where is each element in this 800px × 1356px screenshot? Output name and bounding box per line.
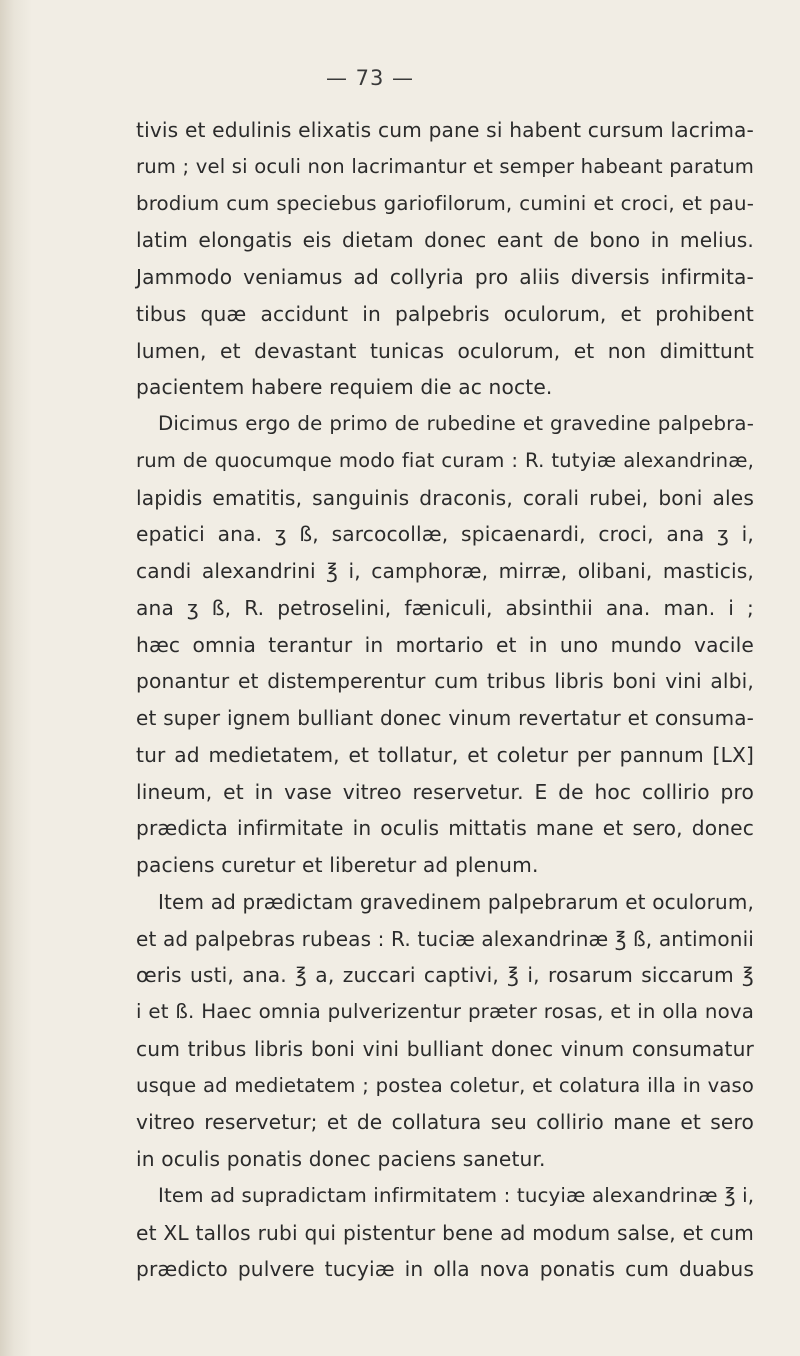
text-line: candi alexandrini ℥ i, camphoræ, mirræ, olibani, masticis, [136,559,754,583]
page-number: — 73 — [325,66,415,90]
text-line: i et ß. Haec omnia pulverizentur præter rosas, et in olla nova [136,1000,754,1023]
text-line: paciens curetur et liberetur ad plenum. [136,853,539,877]
text-line: Item ad supradictam infirmitatem : tucyiæ alexandrinæ ℥ i, [158,1183,755,1207]
text-line: tur ad medietatem, et tollatur, et coletur per pannum [LX] [136,742,754,767]
body-text [136,112,754,1288]
text-line: hæc omnia terantur in mortario et in uno mundo vacile [136,632,754,657]
text-line: Jammodo veniamus ad collyria pro aliis diversis infirmita- [136,265,754,289]
text-line: epatici ana. ʒ ß, sarcocollæ, spicaenardi, croci, ana ʒ i, [136,522,754,547]
text-line: vitreo reservetur; et de collatura seu collirio mane et sero [136,1110,754,1135]
text-line: cum tribus libris boni vini bulliant donec vinum consumatur [136,1036,754,1061]
text-line: lapidis ematitis, sanguinis draconis, corali rubei, boni ales [136,485,754,510]
text-line: lineum, et in vase vitreo reservetur. E de hoc collirio pro [136,779,754,804]
text-line: ana ʒ ß, R. petroselini, fæniculi, absinthii ana. man. i ; [136,595,754,620]
text-line: prædicta infirmitate in oculis mittatis mane et sero, donec [136,816,754,841]
text-line: pacientem habere requiem die ac nocte. [136,375,553,400]
text-line: et super ignem bulliant donec vinum revertatur et consuma- [136,706,754,730]
text-line: usque ad medietatem ; postea coletur, et colatura illa in vaso [136,1073,754,1097]
text-line: Item ad prædictam gravedinem palpebrarum et oculorum, [158,889,754,914]
text-line: in oculis ponatis donec paciens sanetur. [136,1147,546,1171]
text-line: lumen, et devastant tunicas oculorum, et non dimittunt [136,338,754,363]
text-line: œris usti, ana. ℥ a, zuccari captivi, ℥ i, rosarum siccarum ℥ [136,963,754,988]
text-line: tibus quæ accidunt in palpebris oculorum, et prohibent [136,301,754,326]
text-line: tivis et edulinis elixatis cum pane si habent cursum lacrima- [136,118,754,142]
text-line: rum ; vel si oculi non lacrimantur et semper habeant paratum [136,154,754,178]
text-line: latim elongatis eis dietam donec eant de bono in melius. [136,228,754,253]
text-line: rum de quocumque modo fiat curam : R. tutyiæ alexandrinæ, [136,448,754,472]
text-line: ponantur et distemperentur cum tribus libris boni vini albi, [136,669,754,694]
text-line: brodium cum speciebus gariofilorum, cumini et croci, et pau- [136,191,754,215]
text-line: prædicto pulvere tucyiæ in olla nova ponatis cum duabus [136,1257,754,1282]
text-line: Dicimus ergo de primo de rubedine et gravedine palpebra- [158,412,754,435]
text-line: et ad palpebras rubeas : R. tuciæ alexandrinæ ℥ ß, antimonii [136,926,755,951]
text-line: et XL tallos rubi qui pistentur bene ad modum salse, et cum [136,1220,754,1245]
